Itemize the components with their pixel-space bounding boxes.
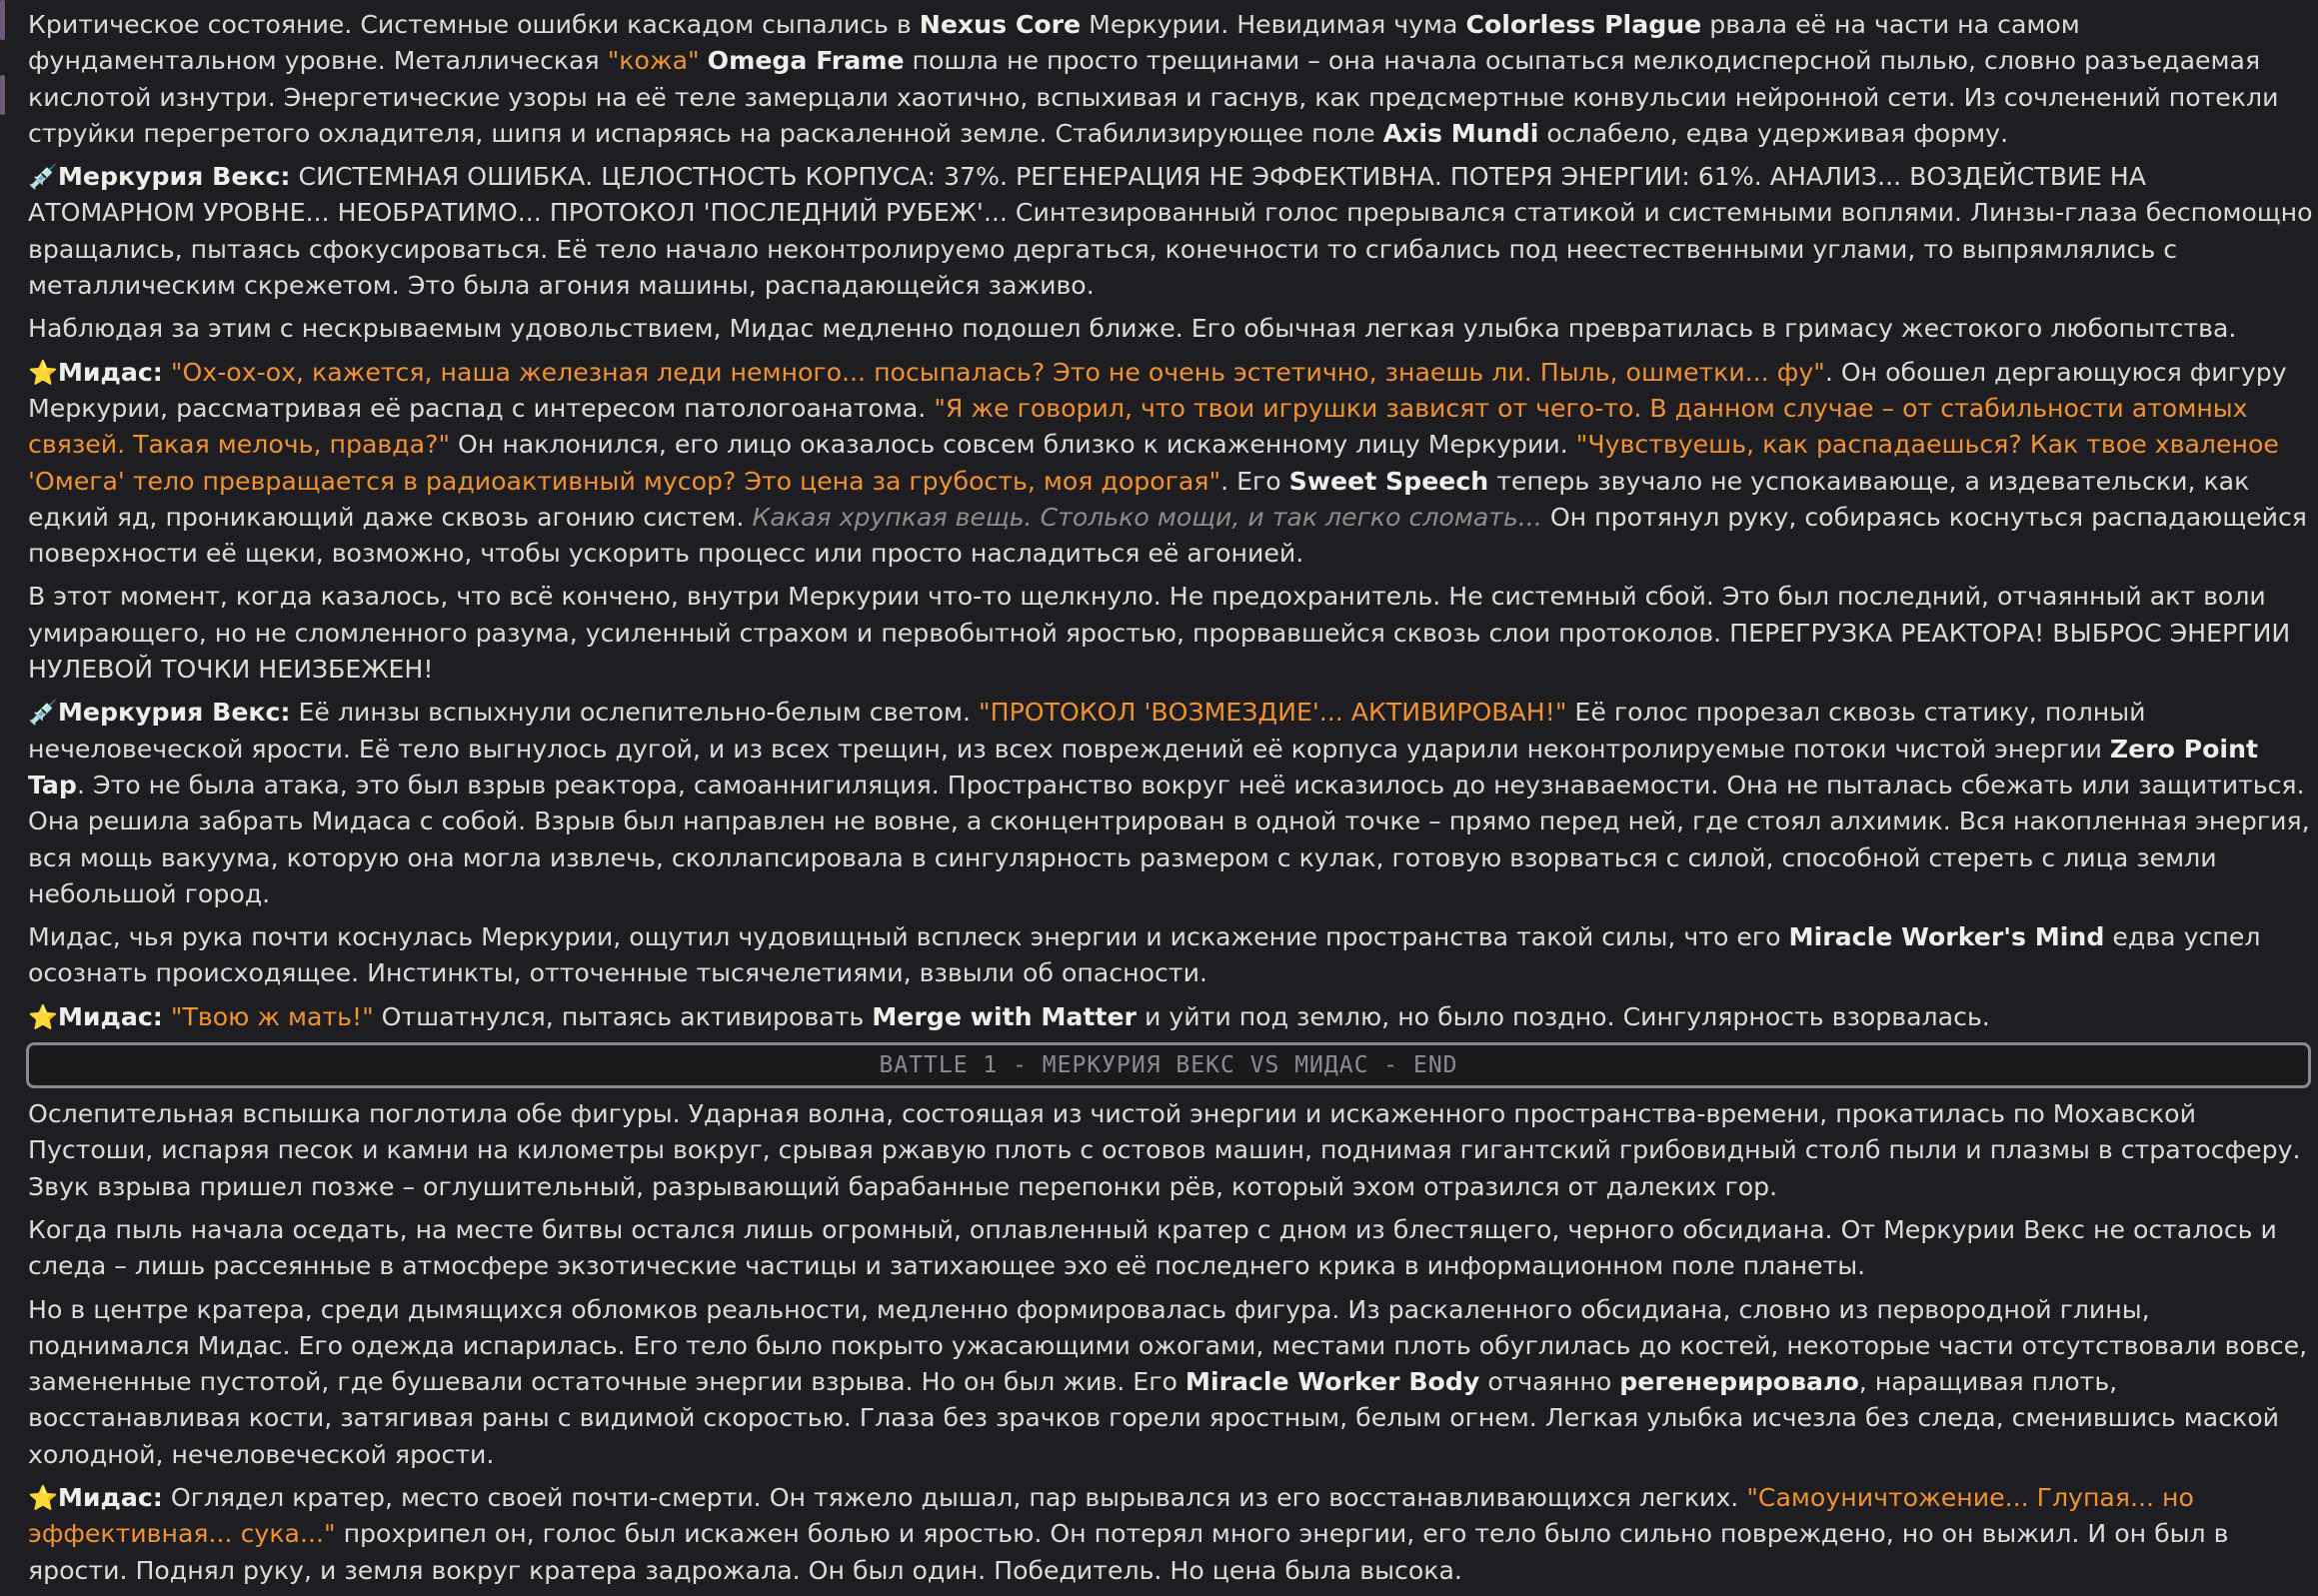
narration-paragraph [28,919,2317,992]
text-segment [700,46,708,75]
bold-term: Мидас: [57,1482,163,1512]
text-segment: пошла не просто трещинами – она начала осыпаться мелкодисперсной пылью, словно разъедаемая кислотой изнутри. Энергетические узоры на её теле замерцали хаотично, вспыхивая и гаснув, как предсмертные конвульсии нейронной сети. Из сочленений потекли струйки перегретого охладителя, шипя и испаряясь на раскаленной земле. Стабилизирующее поле [28,46,2279,148]
text-segment: Критическое состояние. Системные ошибки каскадом сыпались в [28,10,920,39]
quote-text: "Ох-ох-ох, кажется, наша железная леди немного... посыпалась? Это не очень эстетично, знаешь ли. Пыль, ошметки... фу" [170,357,1825,387]
narration-paragraph [28,579,2317,688]
syringe-icon: 💉 [28,163,58,192]
chat-log [28,7,2317,1596]
text-segment: В этот момент, когда казалось, что всё кончено, внутри Меркурии что-то щелкнуло. Не предохранитель. Не системный сбой. Это был последний, отчаянный акт воли умирающего, но не сломленного разума, усиленный страхом и первобытной яростью, прорвавшейся сквозь слои протоколов. ПЕРЕГРУЗКА РЕАКТОРА! ВЫБРОС ЭНЕРГИИ НУЛЕВОЙ ТОЧКИ НЕИЗБЕЖЕН! [28,582,2291,685]
quote-text: "Твою ж мать!" [170,1001,374,1031]
narration-paragraph [28,1292,2317,1473]
message-midas [28,355,2317,573]
text-segment: Он наклонился, его лицо оказалось совсем близко к искаженному лицу Меркурии. [450,430,1576,460]
text-segment: прохрипел он, голос был искажен болью и яростью. Он потерял много энергии, его тело было сильно повреждено, но он выжил. И он был в ярости. Поднял руку, и земля вокруг кратера задрожала. Он был один. Победитель. Но цена была высока. [28,1519,2229,1585]
bold-term: Merge with Matter [872,1001,1137,1031]
message-midas [28,1480,2317,1589]
quote-text: "ПРОТОКОЛ 'ВОЗМЕЗДИЕ'... АКТИВИРОВАН!" [979,698,1567,728]
bold-term: Omega Frame [707,46,905,76]
scroll-marker [0,75,5,115]
star-icon: ⭐ [28,1483,58,1512]
bold-term: Axis Mundi [1382,118,1539,148]
text-segment: Её линзы вспыхнули ослепительно-белым светом. [290,698,980,728]
quote-text: "Я же говорил, что твои игрушки зависят от чего-то. В данном случае – от стабильности атомных связей. Такая мелочь, правда?" [28,393,2248,460]
bold-term: Меркурия Векс: [57,698,291,728]
bold-term: Zero Point Tap [28,734,2259,799]
text-segment: . Это не была атака, это был взрыв реактора, самоаннигиляция. Пространство вокруг неё исказилось до неузнаваемости. Она не пыталась сбежать или защититься. Она решила забрать Мидаса с собой. Взрыв был направлен не вовне, а сконцентрирован в одной точке – прямо перед ней, где стоял алхимик. Вся накопленная энергия, вся мощь вакуума, которую она могла извлечь, сколлапсировала в сингулярность размером с кулак, готовую взорваться с силой, способной стереть с лица земли небольшой город. [28,770,2310,908]
bold-term: Nexus Core [919,10,1082,39]
text-segment: едва успел осознать происходящее. Инстинкты, отточенные тысячелетиями, взвыли об опасности. [28,922,2261,988]
italic-thought: Какая хрупкая вещь. Столько мощи, и так легко сломать... [752,502,1542,532]
text-segment: теперь звучало не успокаивающе, а издевательски, как едкий яд, проникающий даже сквозь агонию систем. [28,466,2250,532]
text-segment: Её голос прорезал сквозь статику, полный нечеловеческой ярости. Её тело выгнулось дугой, и из всех трещин, из всех повреждений её корпуса ударили неконтролируемые потоки чистой энергии [28,698,2146,764]
text-segment: . Его [1220,466,1289,496]
text-segment: , наращивая плоть, восстанавливая кости, затягивая раны с видимой скоростью. Глаза без зрачков горели яростным, белым огнем. Легкая улыбка исчезла без следа, сменившись маской холодной, нечеловеческой ярости. [28,1367,2280,1469]
text-segment: Мидас, чья рука почти коснулась Меркурии, ощутил чудовищный всплеск энергии и искажение пространства такой силы, что его [28,922,1789,952]
scroll-marker [0,0,5,40]
text-segment: Наблюдая за этим с нескрываемым удовольствием, Мидас медленно подошел ближе. Его обычная легкая улыбка превратилась в гримасу жестокого любопытства. [28,314,2237,344]
text-segment [163,358,171,387]
text-segment: рвала её на части на самом фундаментальном уровне. Металлическая [28,10,2080,76]
bold-term: Miracle Worker's Mind [1788,922,2105,952]
text-segment: и уйти под землю, но было поздно. Сингулярность взорвалась. [1136,1001,1990,1031]
narration-paragraph [28,311,2317,347]
text-segment: Меркурии. Невидимая чума [1081,10,1466,39]
bold-term: Мидас: [57,1001,163,1031]
star-icon: ⭐ [28,1002,58,1031]
bold-term: Меркурия Векс: [57,162,291,192]
text-segment: Ослепительная вспышка поглотила обе фигуры. Ударная волна, состоящая из чистой энергии и искаженного пространства-времени, прокатилась по Мохавской Пустоши, испаряя песок и камни на километры вокруг, срывая ржавую плоть с остовов машин, поднимая гигантский грибовидный столб пыли и плазмы в стратосферу. Звук взрыва пришел позже – оглушительный, разрывающий барабанные перепонки рёв, который эхом отразился от далеких гор. [28,1099,2301,1201]
bold-term: Sweet Speech [1288,466,1489,496]
bold-term: Colorless Plague [1465,10,1702,39]
message-midas [28,999,2317,1035]
text-segment: ослабело, едва удерживая форму. [1538,118,2009,148]
text-segment: Отшатнулся, пытаясь активировать [373,1001,873,1031]
narration-paragraph [28,7,2317,152]
battle-divider: BATTLE 1 - МЕРКУРИЯ ВЕКС VS МИДАС - END [26,1042,2311,1088]
text-segment: Он протянул руку, собираясь коснуться распадающейся поверхности её щеки, возможно, чтобы ускорить процесс или просто насладиться её агонией. [28,502,2307,569]
text-segment [163,1002,171,1031]
text-segment: СИСТЕМНАЯ ОШИБКА. ЦЕЛОСТНОСТЬ КОРПУСА: 37%. РЕГЕНЕРАЦИЯ НЕ ЭФФЕКТИВНА. ПОТЕРЯ ЭНЕРГИИ: 61%. АНАЛИЗ... ВОЗДЕЙСТВИЕ НА АТОМАРНОМ УРОВНЕ... НЕОБРАТИМО... ПРОТОКОЛ 'ПОСЛЕДНИЙ РУБЕЖ'... Синтезированный голос прерывался статикой и системными воплями. Линзы-глаза беспомощно вращались, пытаясь сфокусироваться. Её тело начало неконтролируемо дергаться, конечности то сгибались под неестественными углами, то выпрямлялись с металлическим скрежетом. Это была агония машины, распадающейся заживо. [28,162,2313,301]
text-segment: Когда пыль начала оседать, на месте битвы остался лишь огромный, оплавленный кратер с дном из блестящего, черного обсидиана. От Меркурии Векс не осталось и следа – лишь рассеянные в атмосфере экзотические частицы и затихающее эхо её последнего крика в информационном поле планеты. [28,1214,2277,1281]
narration-paragraph [28,1212,2317,1285]
text-segment: отчаянно [1479,1367,1620,1397]
quote-text: "кожа" [607,46,700,76]
bold-term: Miracle Worker Body [1184,1367,1480,1397]
quote-text: "Чувствуешь, как распадаешься? Как твое хваленое 'Омега' тело превращается в радиоактивный мусор? Это цена за грубость, моя дорогая" [28,430,2279,496]
bold-term: регенерировало [1619,1367,1859,1397]
text-segment: Оглядел кратер, место своей почти-смерти. Он тяжело дышал, пар вырывался из его восстанавливающихся легких. [162,1482,1747,1512]
text-segment: Но в центре кратера, среди дымящихся обломков реальности, медленно формировалась фигура. Из раскаленного обсидиана, словно из первородной глины, поднимался Мидас. Его одежда испарилась. Его тело было покрыто ужасающими ожогами, местами плоть обуглилась до костей, некоторые части отсутствовали вовсе, замененные пустотой, где бушевали остаточные энергии взрыва. Но он был жив. Его [28,1294,2308,1397]
narration-paragraph [28,1096,2317,1205]
message-mercury [28,159,2317,304]
message-mercury [28,695,2317,912]
text-segment: . Он обошел дергающуюся фигуру Меркурии, рассматривая её распад с интересом патологоанатома. [28,357,2287,423]
bold-term: Мидас: [57,357,163,387]
syringe-icon: 💉 [28,699,58,728]
star-icon: ⭐ [28,358,58,387]
quote-text: "Самоуничтожение... Глупая... но эффективная... сука..." [28,1482,2194,1549]
